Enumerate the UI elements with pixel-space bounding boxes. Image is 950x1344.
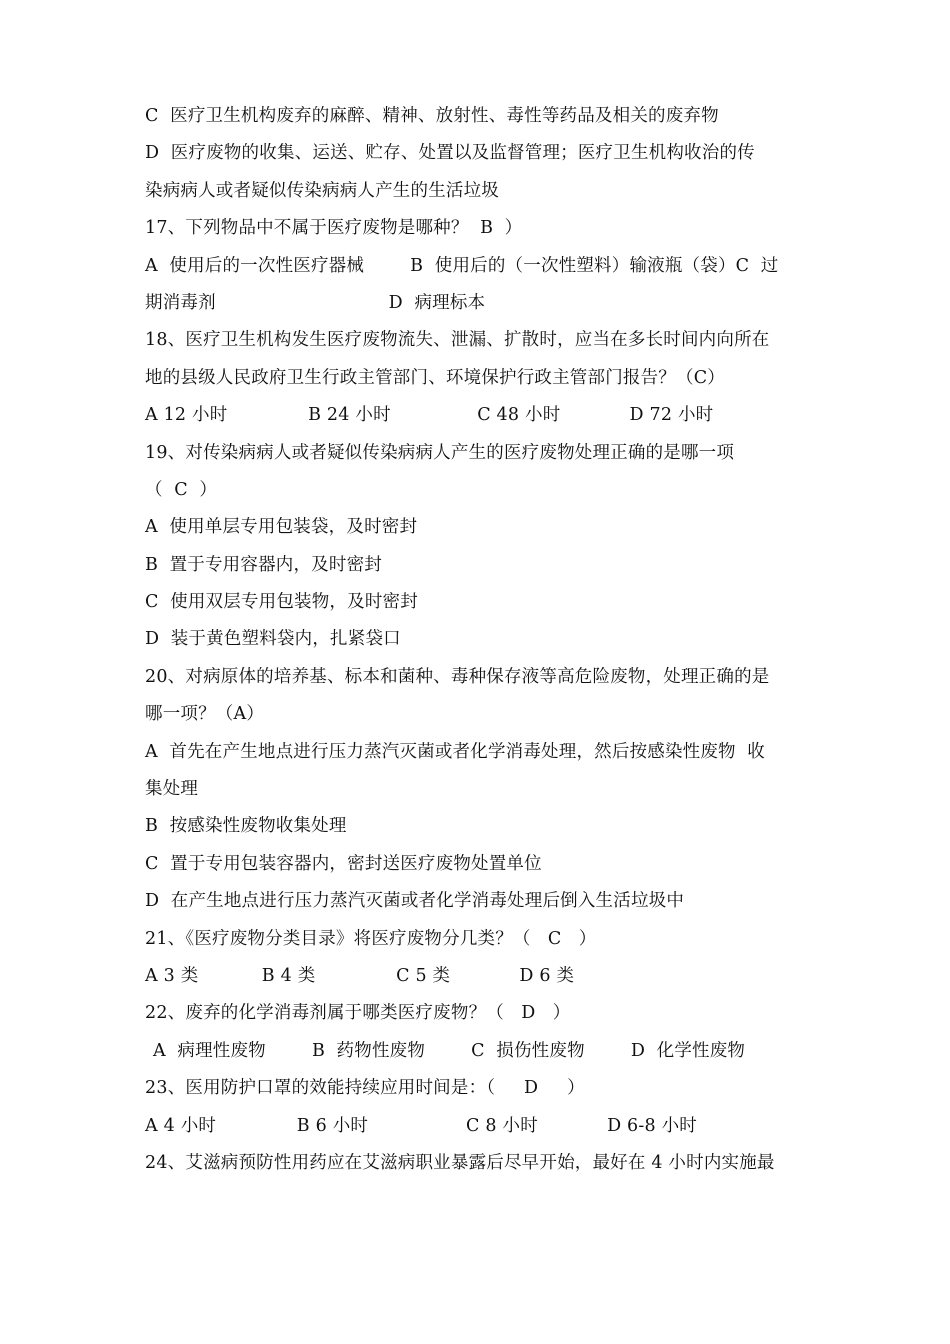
question-24: 24、艾滋病预防性用药应在艾滋病职业暴露后尽早开始，最好在 4 小时内实施最 (145, 1152, 775, 1173)
document-body (145, 98, 820, 1182)
options-18: A 12 小时 B 24 小时 C 48 小时 D 72 小时 (145, 405, 714, 426)
option-line: D 医疗废物的收集、运送、贮存、处置以及监督管理；医疗卫生机构收治的传 (145, 143, 755, 164)
option-line-continuation: 染病病人或者疑似传染病病人产生的生活垃圾 (145, 180, 499, 201)
options-21: A 3 类 B 4 类 C 5 类 D 6 类 (145, 965, 575, 986)
question-18-continuation: 地的县级人民政府卫生行政主管部门、环境保护行政主管部门报告？（C） (145, 367, 725, 388)
question-18: 18、医疗卫生机构发生医疗废物流失、泄漏、扩散时，应当在多长时间内向所在 (145, 330, 770, 351)
question-21: 21、《医疗废物分类目录》将医疗废物分几类？（ C ） (145, 928, 597, 949)
question-19: 19、对传染病病人或者疑似传染病病人产生的医疗废物处理正确的是哪一项 (145, 442, 735, 463)
option-19-c: C 使用双层专用包装物，及时密封 (145, 592, 418, 613)
option-20-a: A 首先在产生地点进行压力蒸汽灭菌或者化学消毒处理，然后按感染性废物 收 (145, 741, 765, 762)
question-20: 20、对病原体的培养基、标本和菌种、毒种保存液等高危险废物，处理正确的是 (145, 666, 770, 687)
option-20-b: B 按感染性废物收集处理 (145, 816, 347, 837)
question-22: 22、废弃的化学消毒剂属于哪类医疗废物？（ D ） (145, 1003, 571, 1024)
question-23: 23、医用防护口罩的效能持续应用时间是：（ D ） (145, 1078, 585, 1099)
question-17: 17、下列物品中不属于医疗废物是哪种？ B ） (145, 218, 523, 239)
options-22: A 病理性废物 B 药物性废物 C 损伤性废物 D 化学性废物 (153, 1040, 746, 1061)
option-19-d: D 装于黄色塑料袋内，扎紧袋口 (145, 629, 401, 650)
question-20-continuation: 哪一项？（A） (145, 704, 265, 725)
option-line: C 医疗卫生机构废弃的麻醉、精神、放射性、毒性等药品及相关的废弃物 (145, 106, 719, 126)
options-17: A 使用后的一次性医疗器械 B 使用后的（一次性塑料）输液瓶（袋）C 过 (145, 255, 779, 276)
option-20-a-continuation: 集处理 (145, 779, 199, 800)
option-20-d: D 在产生地点进行压力蒸汽灭菌或者化学消毒处理后倒入生活垃圾中 (145, 891, 685, 912)
option-19-a: A 使用单层专用包装袋，及时密封 (145, 517, 418, 538)
answer-19: （ C ） (145, 479, 218, 500)
option-20-c: C 置于专用包装容器内，密封送医疗废物处置单位 (145, 853, 542, 874)
options-23: A 4 小时 B 6 小时 C 8 小时 D 6-8 小时 (145, 1115, 698, 1136)
options-17-continuation: 期消毒剂 D 病理标本 (145, 292, 486, 313)
option-19-b: B 置于专用容器内，及时密封 (145, 554, 382, 575)
